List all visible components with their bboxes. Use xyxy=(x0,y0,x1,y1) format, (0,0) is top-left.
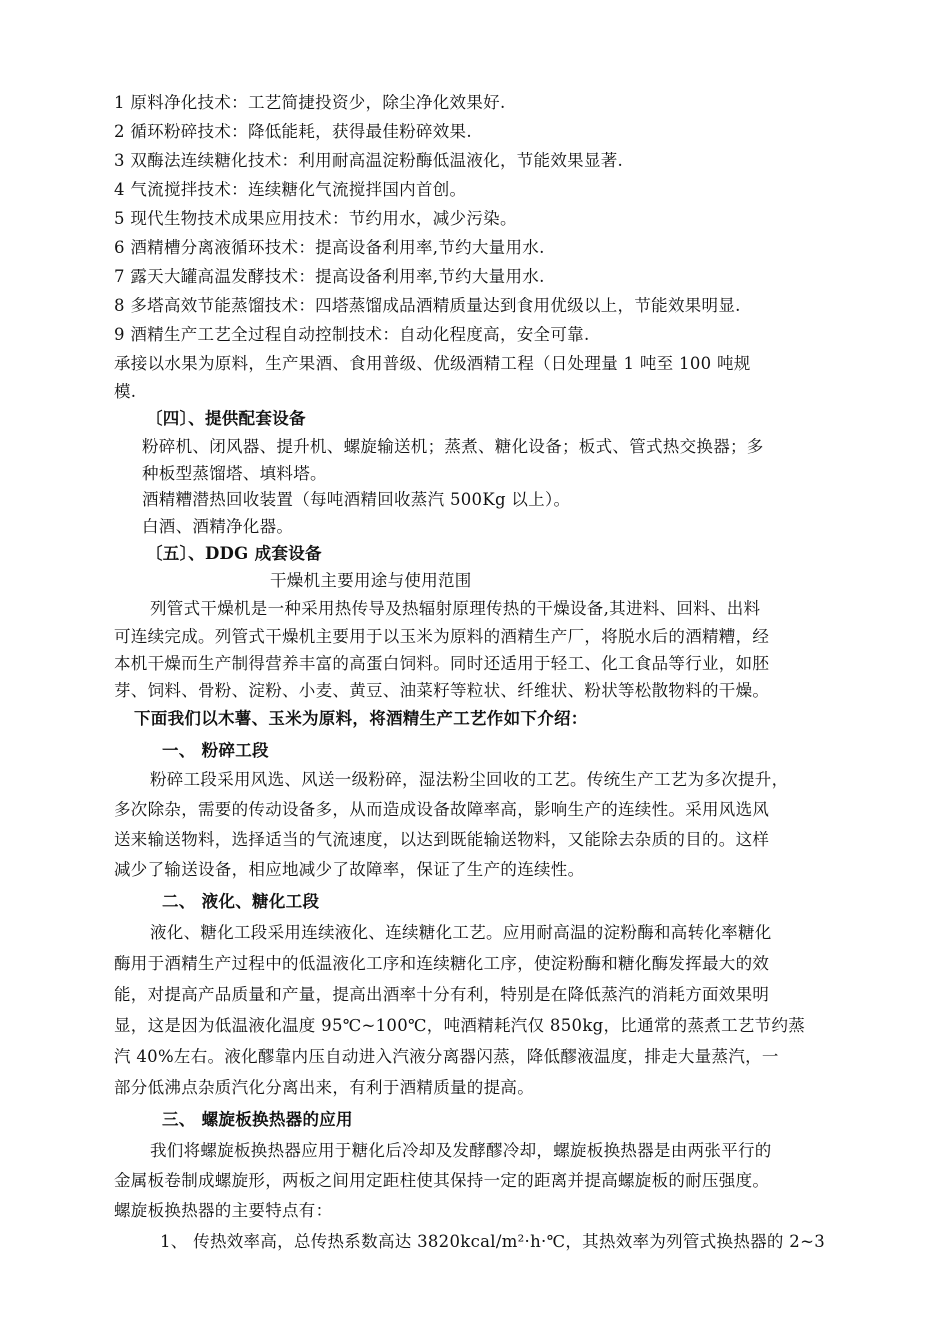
fruit-paragraph-line-2: 模. xyxy=(114,382,137,401)
section4-heading: 〔四〕、提供配套设备 xyxy=(146,409,306,428)
part3-line-4: 1、 传热效率高，总传热系数高达 3820kcal/m²·h·℃，其热效率为列管式换热器的 2~3 xyxy=(160,1232,825,1251)
part3-line-1: 我们将螺旋板换热器应用于糖化后冷却及发酵醪冷却，螺旋板换热器是由两张平行的 xyxy=(150,1141,772,1160)
part2-line-3: 能，对提高产品质量和产量，提高出酒率十分有利，特别是在降低蒸汽的消耗方面效果明 xyxy=(114,985,770,1004)
tech-item-2: 2 循环粉碎技术：降低能耗，获得最佳粉碎效果. xyxy=(114,122,472,141)
part1-heading: 一、 粉碎工段 xyxy=(162,741,269,760)
part2-line-2: 酶用于酒精生产过程中的低温液化工序和连续糖化工序，使淀粉酶和糖化酶发挥最大的效 xyxy=(114,954,770,973)
part3-heading: 三、 螺旋板换热器的应用 xyxy=(162,1110,353,1129)
section4-line-4: 白酒、酒精净化器。 xyxy=(142,517,294,536)
section5-line-4: 芽、饲料、骨粉、淀粉、小麦、黄豆、油菜籽等粒状、纤维状、粉状等松散物料的干燥。 xyxy=(114,681,770,700)
section5-line-1: 列管式干燥机是一种采用热传导及热辐射原理传热的干燥设备,其进料、回料、出料 xyxy=(150,599,761,618)
section4-line-1: 粉碎机、闭风器、提升机、螺旋输送机；蒸煮、糖化设备；板式、管式热交换器；多 xyxy=(142,437,764,456)
part3-line-2: 金属板卷制成螺旋形，两板之间用定距柱使其保持一定的距离并提高螺旋板的耐压强度。 xyxy=(114,1171,770,1190)
part1-line-4: 减少了输送设备，相应地减少了故障率，保证了生产的连续性。 xyxy=(114,860,585,879)
part2-line-6: 部分低沸点杂质汽化分离出来，有利于酒精质量的提高。 xyxy=(114,1078,534,1097)
tech-item-9: 9 酒精生产工艺全过程自动控制技术：自动化程度高，安全可靠. xyxy=(114,325,590,344)
tech-item-4: 4 气流搅拌技术：连续糖化气流搅拌国内首创。 xyxy=(114,180,467,199)
fruit-paragraph-line-1: 承接以水果为原料，生产果酒、食用普级、优级酒精工程（日处理量 1 吨至 100 吨规 xyxy=(114,354,751,373)
part2-line-4: 显，这是因为低温液化温度 95℃~100℃，吨酒精耗汽仅 850kg，比通常的蒸煮工艺节约蒸 xyxy=(114,1016,806,1035)
section5-line-3: 本机干燥而生产制得营养丰富的高蛋白饲料。同时还适用于轻工、化工食品等行业，如胚 xyxy=(114,654,770,673)
section5-heading: 〔五〕、DDG 成套设备 xyxy=(146,544,322,563)
part1-line-3: 送来输送物料，选择适当的气流速度，以达到既能输送物料，又能除去杂质的目的。这样 xyxy=(114,830,770,849)
tech-item-3: 3 双酶法连续糖化技术：利用耐高温淀粉酶低温液化，节能效果显著. xyxy=(114,151,624,170)
tech-item-8: 8 多塔高效节能蒸馏技术：四塔蒸馏成品酒精质量达到食用优级以上，节能效果明显. xyxy=(114,296,741,315)
part1-line-1: 粉碎工段采用风选、风送一级粉碎，湿法粉尘回收的工艺。传统生产工艺为多次提升， xyxy=(150,770,789,789)
tech-item-6: 6 酒精槽分离液循环技术：提高设备利用率,节约大量用水. xyxy=(114,238,545,257)
intro-heading: 下面我们以木薯、玉米为原料，将酒精生产工艺作如下介绍： xyxy=(134,709,588,728)
part1-line-2: 多次除杂，需要的传动设备多，从而造成设备故障率高，影响生产的连续性。采用风选风 xyxy=(114,800,770,819)
part2-line-1: 液化、糖化工段采用连续液化、连续糖化工艺。应用耐高温的淀粉酶和高转化率糖化 xyxy=(150,923,772,942)
tech-item-5: 5 现代生物技术成果应用技术：节约用水，减少污染。 xyxy=(114,209,517,228)
section4-line-3: 酒精糟潜热回收装置（每吨酒精回收蒸汽 500Kg 以上）。 xyxy=(142,490,571,509)
section5-line-2: 可连续完成。列管式干燥机主要用于以玉米为原料的酒精生产厂，将脱水后的酒精糟，经 xyxy=(114,627,770,646)
tech-item-7: 7 露天大罐高温发酵技术：提高设备利用率,节约大量用水. xyxy=(114,267,545,286)
part2-heading: 二、 液化、糖化工段 xyxy=(162,892,320,911)
section5-subtitle: 干燥机主要用途与使用范围 xyxy=(270,571,472,590)
part3-line-3: 螺旋板换热器的主要特点有： xyxy=(114,1201,333,1220)
part2-line-5: 汽 40%左右。液化醪靠内压自动进入汽液分离器闪蒸，降低醪液温度，排走大量蒸汽，一 xyxy=(114,1047,779,1066)
tech-item-1: 1 原料净化技术：工艺简捷投资少，除尘净化效果好. xyxy=(114,93,506,112)
section4-line-2: 种板型蒸馏塔、填料塔。 xyxy=(142,464,327,483)
